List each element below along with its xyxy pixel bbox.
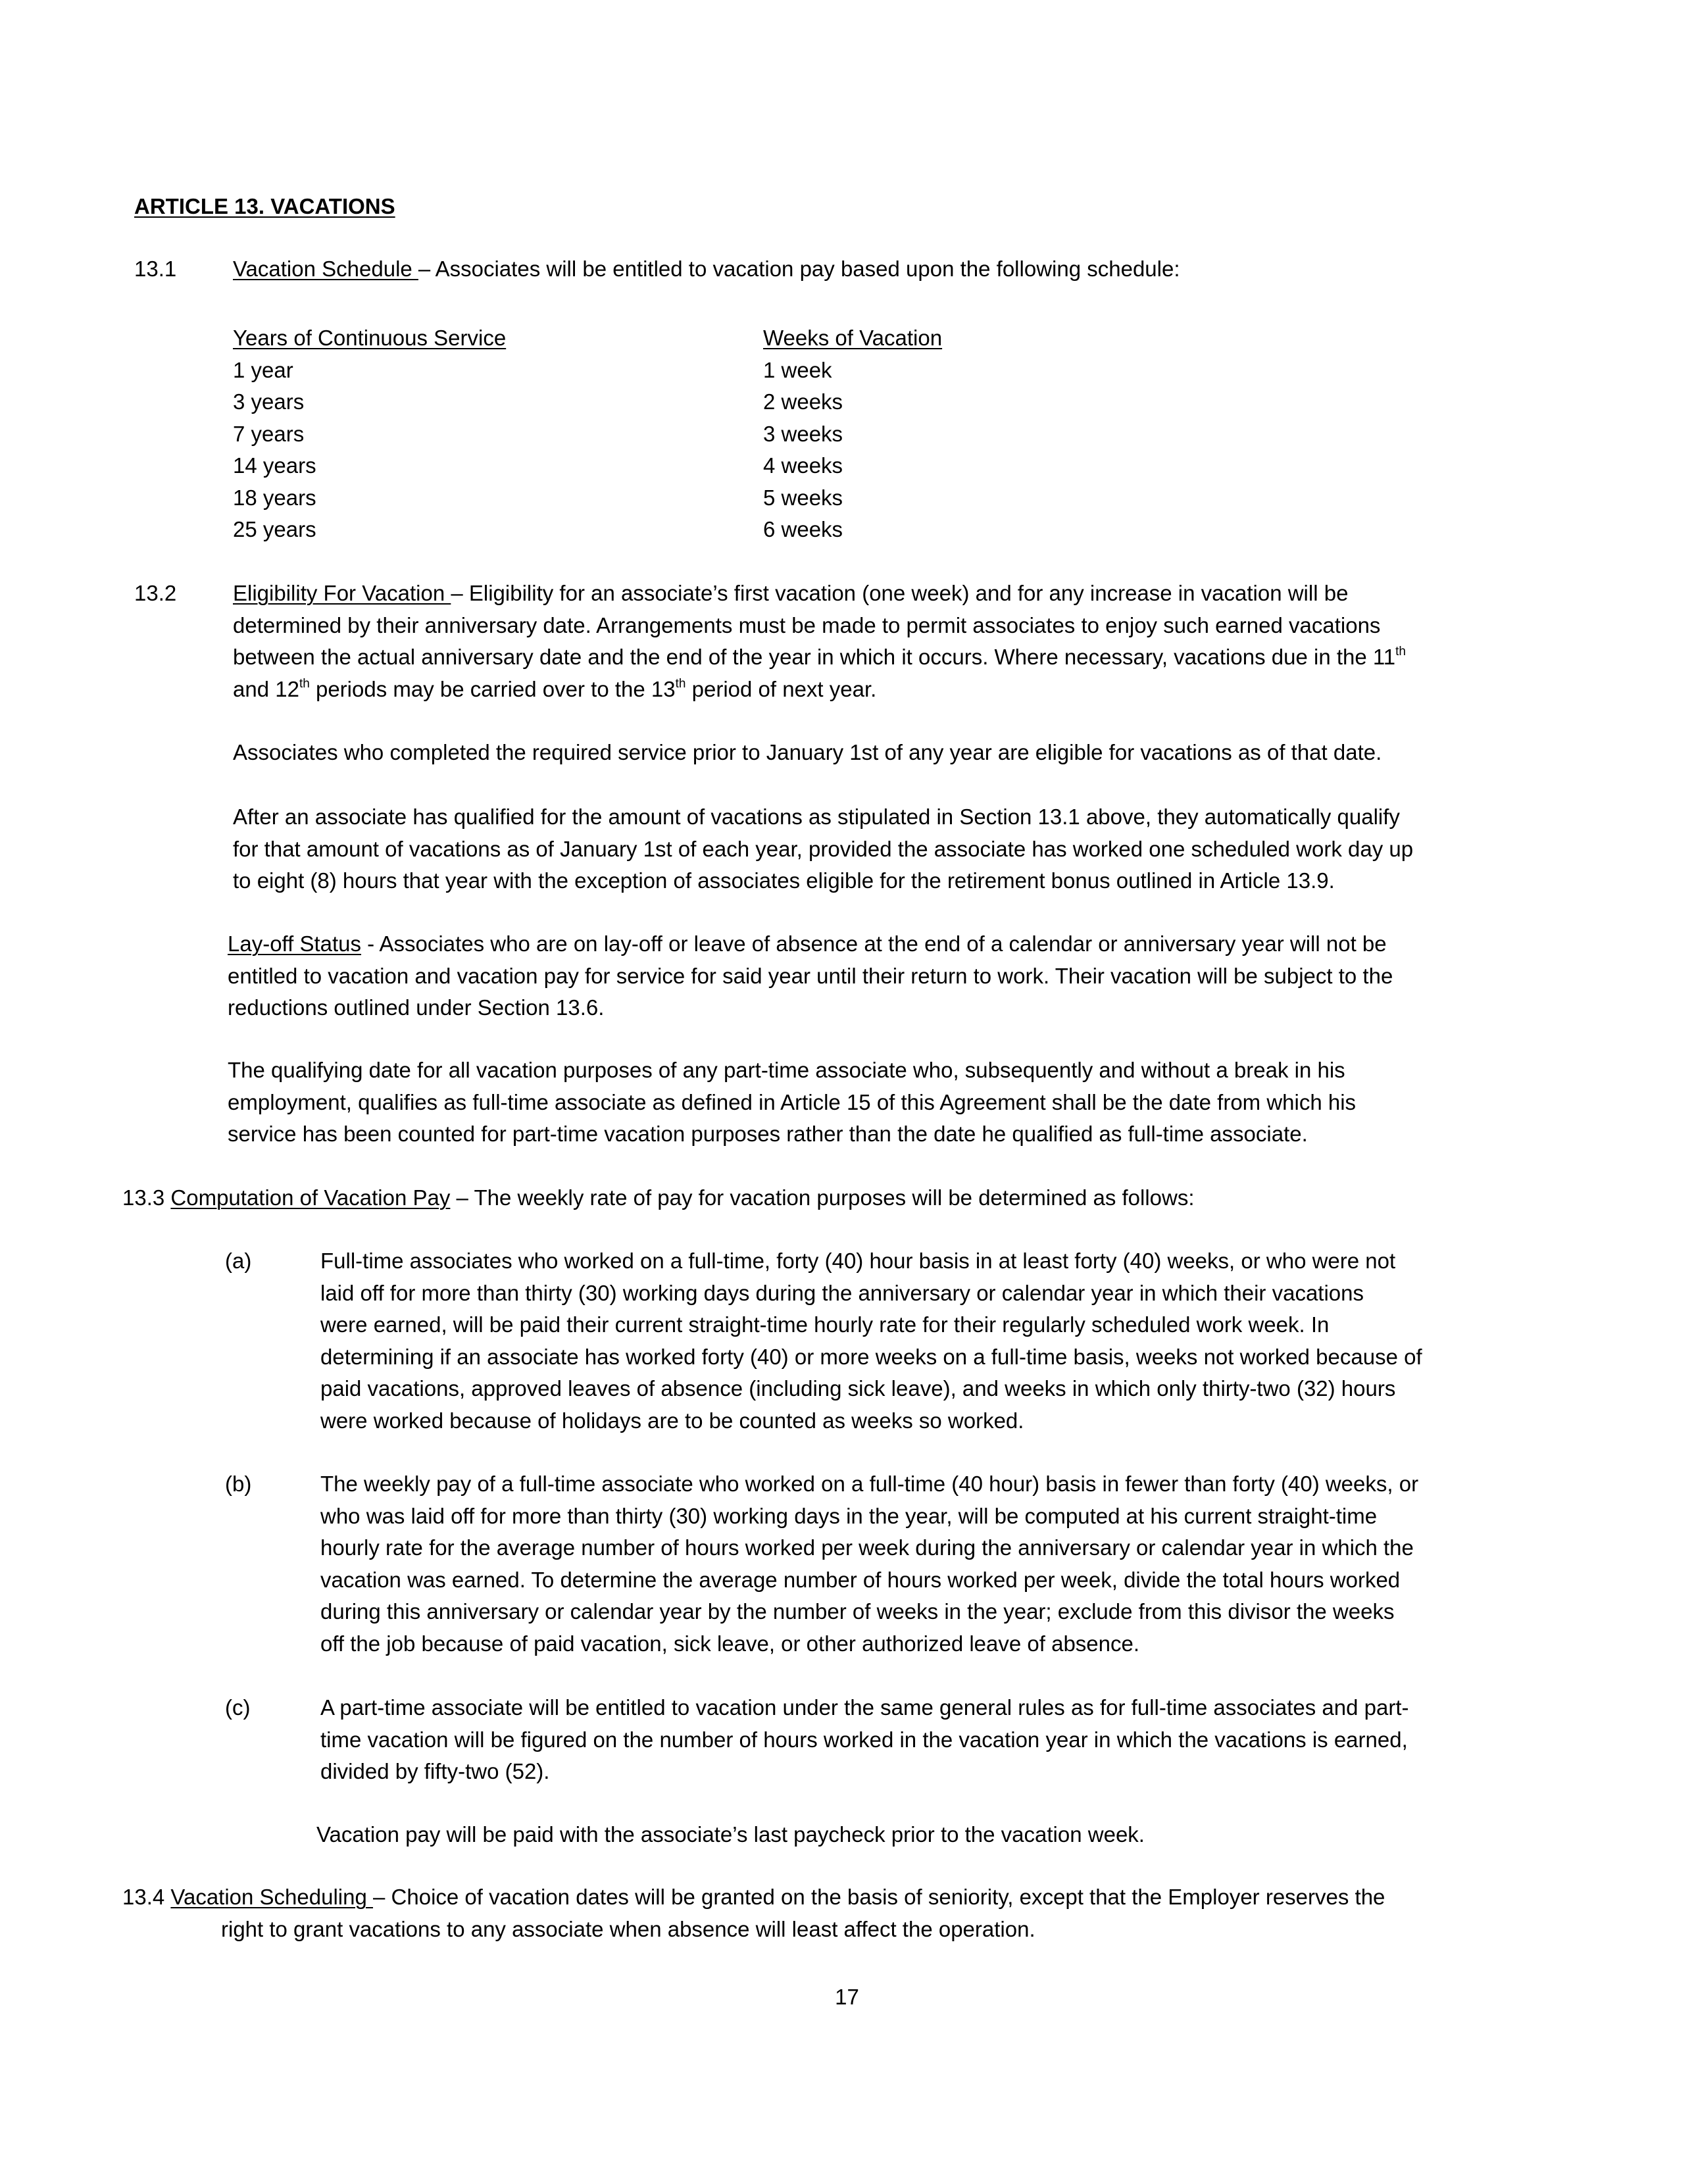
item-line: were worked because of holidays are to be counted as weeks so worked.	[320, 1408, 1024, 1433]
item-line: Full-time associates who worked on a full-time, forty (40) hour basis in at least forty (40) weeks, or who were not	[320, 1249, 1396, 1273]
schedule-weeks-column	[763, 322, 1237, 546]
section-13-2-text: period of next year.	[685, 676, 877, 701]
qualification-paragraph	[233, 801, 1562, 897]
qualifying-date-paragraph	[228, 1055, 1563, 1151]
item-line: A part-time associate will be entitled to vacation under the same general rules as for full-time associates and part-	[320, 1695, 1409, 1720]
paragraph-line: to eight (8) hours that year with the exception of associates eligible for the retirement bonus outlined in Article 13.9.	[233, 868, 1335, 893]
schedule-weeks-row: 6 weeks	[763, 517, 843, 541]
section-13-2-line	[233, 641, 1562, 674]
section-13-2-text: periods may be carried over to the 13	[309, 676, 676, 701]
item-line: paid vacations, approved leaves of absence (including sick leave), and weeks in which only thirty-two (32) hours	[320, 1376, 1396, 1401]
schedule-weeks-row: 2 weeks	[763, 389, 843, 414]
schedule-years-row: 14 years	[233, 453, 316, 478]
section-13-2-line	[233, 674, 1562, 706]
paragraph-line	[228, 928, 1563, 960]
superscript: th	[1395, 645, 1407, 658]
article-title: ARTICLE 13. VACATIONS	[134, 194, 395, 218]
item-line: laid off for more than thirty (30) working days during the anniversary or calendar year in which their vacations	[320, 1280, 1364, 1305]
schedule-years-row: 3 years	[233, 389, 305, 414]
schedule-years-header: Years of Continuous Service	[233, 326, 507, 350]
paragraph-line: employment, qualifies as full-time associate as defined in Article 15 of this Agreement shall be the date from which his	[228, 1089, 1357, 1114]
item-line: determining if an associate has worked forty (40) or more weeks on a full-time basis, weeks not worked because of	[320, 1344, 1422, 1369]
section-13-1-intro: – Associates will be entitled to vacation pay based upon the following schedule:	[418, 257, 1180, 281]
superscript: th	[675, 676, 686, 691]
section-13-3-heading: Computation of Vacation Pay	[170, 1185, 451, 1210]
item-label-a: (a)	[225, 1249, 252, 1273]
item-line: vacation was earned. To determine the average number of hours worked per week, divide the total hours worked	[320, 1567, 1401, 1592]
paragraph-line: The qualifying date for all vacation purposes of any part-time associate who, subsequently and without a break in his	[228, 1058, 1345, 1082]
section-13-2-line: determined by their anniversary date. Arrangements must be made to permit associates to enjoy such earned vacations	[233, 612, 1381, 637]
layoff-status-paragraph	[228, 928, 1563, 1024]
page-number: 17	[835, 1985, 859, 2009]
paragraph-line: service has been counted for part-time vacation purposes rather than the date he qualified as full-time associate.	[228, 1122, 1308, 1146]
layoff-status-heading: Lay-off Status	[228, 931, 362, 956]
item-line: during this anniversary or calendar year by the number of weeks in the year; exclude from this divisor the weeks	[320, 1599, 1395, 1624]
item-line: hourly rate for the average number of hours worked per week during the anniversary or calendar year in which the	[320, 1535, 1414, 1560]
schedule-years-row: 18 years	[233, 485, 316, 510]
section-13-2-text: – Eligibility for an associate’s first vacation (one week) and for any increase in vacation will be	[451, 581, 1349, 605]
layoff-status-text: - Associates who are on lay-off or leave of absence at the end of a calendar or anniversary year will not be	[361, 931, 1387, 956]
item-line: off the job because of paid vacation, sick leave, or other authorized leave of absence.	[320, 1631, 1140, 1656]
item-line: The weekly pay of a full-time associate who worked on a full-time (40 hour) basis in fewer than forty (40) weeks, or	[320, 1472, 1419, 1496]
section-13-2-heading: Eligibility For Vacation	[233, 581, 451, 605]
section-13-2-line	[233, 578, 1562, 610]
item-label-c: (c)	[225, 1695, 251, 1720]
schedule-weeks-row: 3 weeks	[763, 421, 843, 446]
paragraph-line: entitled to vacation and vacation pay for service for said year until their return to work. Their vacation will be subject to the	[228, 963, 1393, 988]
section-13-1-heading-line	[233, 253, 1562, 285]
eligibility-paragraph: Associates who completed the required service prior to January 1st of any year are eligible for vacations as of that date.	[233, 740, 1382, 764]
section-number-13-3: 13.3	[122, 1185, 165, 1210]
item-c-text	[320, 1692, 1551, 1788]
paragraph-line	[122, 1881, 1563, 1914]
item-line: were earned, will be paid their current straight-time hourly rate for their regularly scheduled work week. In	[320, 1312, 1330, 1337]
paragraph-line: After an associate has qualified for the amount of vacations as stipulated in Section 13.1 above, they automatically qualify	[233, 805, 1400, 829]
item-a-text	[320, 1245, 1551, 1437]
section-13-1-heading: Vacation Schedule	[233, 257, 418, 281]
section-13-3-intro: – The weekly rate of pay for vacation purposes will be determined as follows:	[450, 1185, 1195, 1210]
section-number-13-1: 13.1	[134, 257, 177, 281]
schedule-years-row: 7 years	[233, 421, 305, 446]
schedule-weeks-header: Weeks of Vacation	[763, 326, 943, 350]
item-line: who was laid off for more than thirty (30) working days in the year, will be computed at his current straight-time	[320, 1503, 1378, 1528]
schedule-weeks-row: 5 weeks	[763, 485, 843, 510]
schedule-years-row: 25 years	[233, 517, 316, 541]
vacation-pay-note: Vacation pay will be paid with the associate’s last paycheck prior to the vacation week.	[316, 1822, 1145, 1847]
paragraph-line: reductions outlined under Section 13.6.	[228, 995, 605, 1020]
paragraph-line: right to grant vacations to any associate when absence will least affect the operation.	[221, 1916, 1035, 1941]
section-13-2-text: and 12	[233, 676, 299, 701]
section-13-4-paragraph	[122, 1881, 1563, 1945]
section-13-4-text: – Choice of vacation dates will be granted on the basis of seniority, except that the Employer reserves the	[373, 1885, 1385, 1909]
schedule-weeks-row: 1 week	[763, 357, 832, 382]
item-label-b: (b)	[225, 1472, 252, 1496]
superscript: th	[299, 676, 310, 691]
schedule-weeks-row: 4 weeks	[763, 453, 843, 478]
item-line: time vacation will be figured on the number of hours worked in the vacation year in which the vacations is earned,	[320, 1727, 1408, 1752]
schedule-years-column	[233, 322, 707, 546]
section-13-2-paragraph	[233, 578, 1562, 705]
schedule-years-row: 1 year	[233, 357, 293, 382]
section-number-13-2: 13.2	[134, 581, 177, 605]
section-13-2-text: between the actual anniversary date and the end of the year in which it occurs. Where necessary, vacations due in the 11	[233, 645, 1396, 669]
paragraph-line: for that amount of vacations as of January 1st of each year, provided the associate has worked one scheduled work day up	[233, 836, 1414, 861]
section-13-4-heading: Vacation Scheduling	[170, 1885, 374, 1909]
section-13-3-heading-line	[122, 1182, 1563, 1214]
section-number-13-4: 13.4	[122, 1885, 165, 1909]
item-line: divided by fifty-two (52).	[320, 1759, 550, 1783]
item-b-text	[320, 1468, 1551, 1660]
